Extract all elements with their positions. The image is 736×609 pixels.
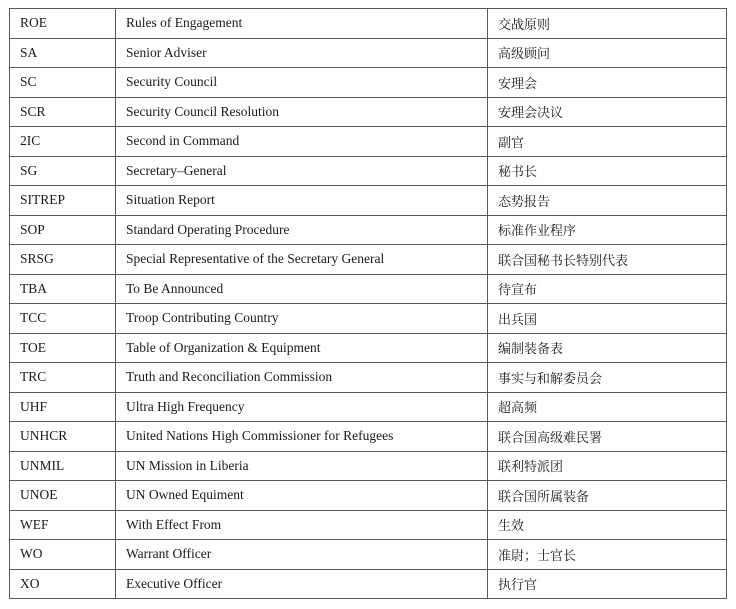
abbreviation-cell: UNHCR xyxy=(10,422,116,452)
chinese-term-cell: 副官 xyxy=(488,127,727,157)
table-row xyxy=(10,38,727,68)
abbreviation-cell: SC xyxy=(10,68,116,98)
chinese-term-cell: 待宣布 xyxy=(488,274,727,304)
english-term-cell: UN Owned Equiment xyxy=(116,481,488,511)
abbreviation-cell: SA xyxy=(10,38,116,68)
english-term-cell: Senior Adviser xyxy=(116,38,488,68)
english-term-cell: United Nations High Commissioner for Refugees xyxy=(116,422,488,452)
table-row xyxy=(10,245,727,275)
table-row xyxy=(10,215,727,245)
chinese-term-cell: 联合国所属装备 xyxy=(488,481,727,511)
table-row xyxy=(10,363,727,393)
table-row xyxy=(10,186,727,216)
table-row xyxy=(10,392,727,422)
abbreviation-cell: UNOE xyxy=(10,481,116,511)
abbreviation-cell: UNMIL xyxy=(10,451,116,481)
english-term-cell: UN Mission in Liberia xyxy=(116,451,488,481)
table-row xyxy=(10,569,727,599)
abbreviation-cell: SCR xyxy=(10,97,116,127)
abbreviation-cell: TCC xyxy=(10,304,116,334)
chinese-term-cell: 出兵国 xyxy=(488,304,727,334)
english-term-cell: Warrant Officer xyxy=(116,540,488,570)
chinese-term-cell: 编制装备表 xyxy=(488,333,727,363)
glossary-body xyxy=(10,9,727,599)
english-term-cell: Secretary–General xyxy=(116,156,488,186)
english-term-cell: With Effect From xyxy=(116,510,488,540)
abbreviation-cell: SOP xyxy=(10,215,116,245)
abbreviation-cell: 2IC xyxy=(10,127,116,157)
table-row xyxy=(10,156,727,186)
chinese-term-cell: 联合国秘书长特别代表 xyxy=(488,245,727,275)
chinese-term-cell: 联合国高级难民署 xyxy=(488,422,727,452)
table-row xyxy=(10,481,727,511)
english-term-cell: Troop Contributing Country xyxy=(116,304,488,334)
abbreviation-cell: SG xyxy=(10,156,116,186)
abbreviation-cell: WO xyxy=(10,540,116,570)
chinese-term-cell: 高级顾问 xyxy=(488,38,727,68)
chinese-term-cell: 执行官 xyxy=(488,569,727,599)
table-row xyxy=(10,422,727,452)
table-row xyxy=(10,451,727,481)
english-term-cell: Truth and Reconciliation Commission xyxy=(116,363,488,393)
abbreviation-cell: XO xyxy=(10,569,116,599)
table-row xyxy=(10,304,727,334)
english-term-cell: Security Council Resolution xyxy=(116,97,488,127)
abbreviation-cell: SITREP xyxy=(10,186,116,216)
glossary-table xyxy=(9,8,727,599)
chinese-term-cell: 安理会决议 xyxy=(488,97,727,127)
table-row xyxy=(10,9,727,39)
chinese-term-cell: 交战原则 xyxy=(488,9,727,39)
table-row xyxy=(10,510,727,540)
table-row xyxy=(10,68,727,98)
table-row xyxy=(10,333,727,363)
abbreviation-cell: ROE xyxy=(10,9,116,39)
english-term-cell: Ultra High Frequency xyxy=(116,392,488,422)
chinese-term-cell: 安理会 xyxy=(488,68,727,98)
english-term-cell: Security Council xyxy=(116,68,488,98)
table-row xyxy=(10,274,727,304)
english-term-cell: Standard Operating Procedure xyxy=(116,215,488,245)
chinese-term-cell: 联利特派团 xyxy=(488,451,727,481)
abbreviation-cell: UHF xyxy=(10,392,116,422)
english-term-cell: Second in Command xyxy=(116,127,488,157)
abbreviation-cell: TRC xyxy=(10,363,116,393)
english-term-cell: Situation Report xyxy=(116,186,488,216)
chinese-term-cell: 准尉；士官长 xyxy=(488,540,727,570)
chinese-term-cell: 生效 xyxy=(488,510,727,540)
table-row xyxy=(10,127,727,157)
chinese-term-cell: 超高频 xyxy=(488,392,727,422)
table-row xyxy=(10,540,727,570)
abbreviation-cell: TBA xyxy=(10,274,116,304)
chinese-term-cell: 标准作业程序 xyxy=(488,215,727,245)
english-term-cell: Special Representative of the Secretary General xyxy=(116,245,488,275)
chinese-term-cell: 秘书长 xyxy=(488,156,727,186)
chinese-term-cell: 事实与和解委员会 xyxy=(488,363,727,393)
english-term-cell: Table of Organization & Equipment xyxy=(116,333,488,363)
abbreviation-cell: TOE xyxy=(10,333,116,363)
english-term-cell: Rules of Engagement xyxy=(116,9,488,39)
english-term-cell: To Be Announced xyxy=(116,274,488,304)
chinese-term-cell: 态势报告 xyxy=(488,186,727,216)
abbreviation-cell: SRSG xyxy=(10,245,116,275)
abbreviation-cell: WEF xyxy=(10,510,116,540)
english-term-cell: Executive Officer xyxy=(116,569,488,599)
table-row xyxy=(10,97,727,127)
